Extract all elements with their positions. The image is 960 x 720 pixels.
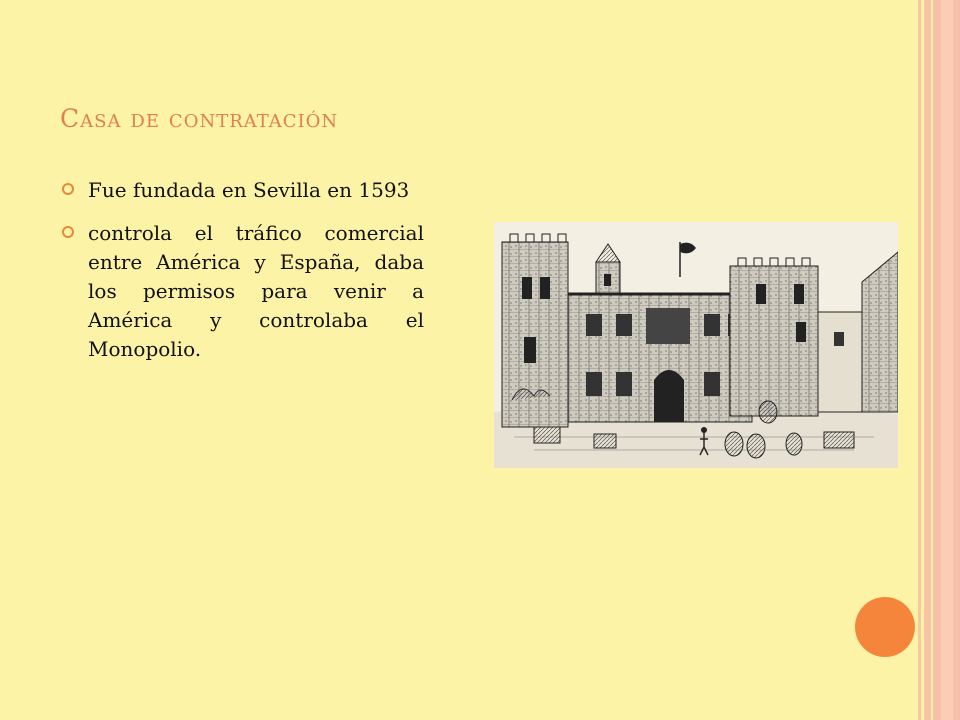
building-engraving-icon xyxy=(494,222,898,468)
edge-stripe xyxy=(924,0,931,720)
building-engraving-image xyxy=(494,222,898,468)
bullet-text: controla el tráfico comercial entre América y España, daba los permisos para venir a América y controlaba el Monopolio. xyxy=(88,221,424,361)
bullet-text: Fue fundada en Sevilla en 1593 xyxy=(88,178,410,202)
bullet-list xyxy=(60,176,424,378)
orange-circle-decoration xyxy=(855,597,915,657)
bullet-item xyxy=(60,176,424,205)
circle-bullet-icon xyxy=(62,183,74,195)
circle-bullet-icon xyxy=(62,226,74,238)
edge-stripe xyxy=(933,0,960,720)
bullet-item xyxy=(60,219,424,364)
edge-stripe xyxy=(918,0,921,720)
slide-title: Casa de contratación xyxy=(60,104,339,133)
